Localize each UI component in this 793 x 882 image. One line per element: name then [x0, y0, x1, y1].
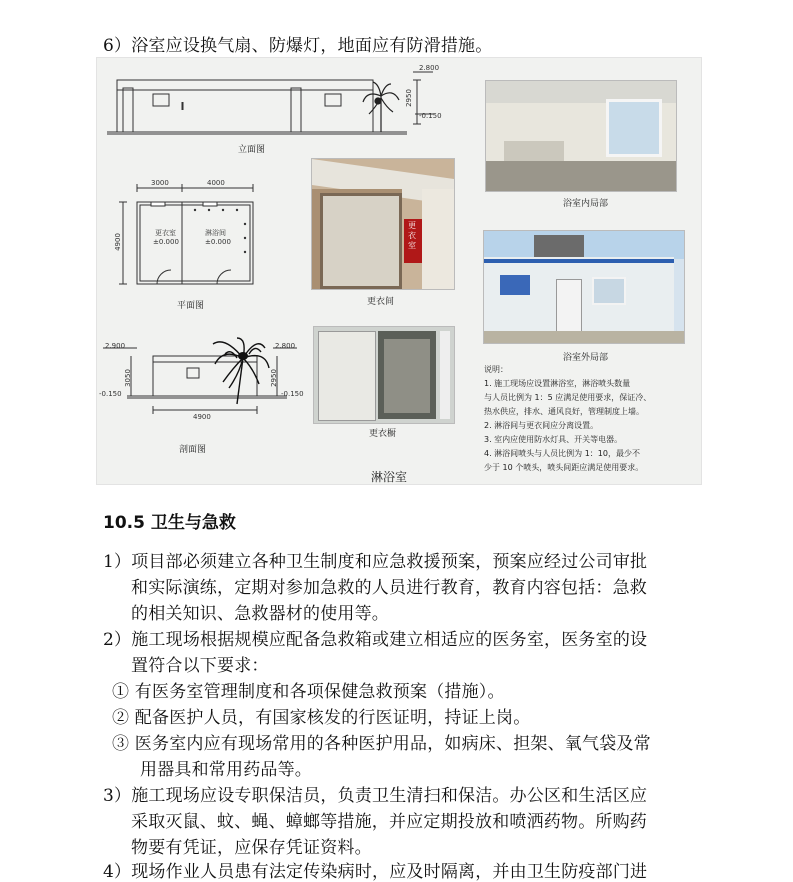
- paragraph-line: ① 有医务室管理制度和各项保健急救预案（措施）。: [112, 682, 505, 702]
- section-label: 剖面图: [179, 445, 207, 455]
- figure-notes: [484, 363, 690, 475]
- photo-inside-caption: 浴室内局部: [563, 199, 609, 209]
- note-line: 少于 10 个喷头，喷头间距应满足使用要求。: [484, 463, 644, 472]
- note-line: 1. 施工现场应设置淋浴室，淋浴喷头数量: [484, 379, 631, 388]
- paragraph-line: 的相关知识、急救器材的使用等。: [131, 604, 389, 624]
- dim-minus-0150-right: -0.150: [281, 390, 304, 398]
- note-line: 说明：: [484, 365, 508, 374]
- paragraph-line: 4）现场作业人员患有法定传染病时，应及时隔离，并由卫生防疫部门进: [103, 862, 648, 882]
- plan-label: 平面图: [177, 301, 205, 311]
- paragraph-line: 物要有凭证，应保存凭证资料。: [131, 838, 372, 858]
- room-shower: 淋浴间: [205, 229, 226, 237]
- room-changing-elev: ±0.000: [153, 238, 179, 246]
- note-line: 热水供应，排水、通风良好，管理制度上墙。: [484, 407, 644, 416]
- dim-2950-sect: 2950: [269, 369, 278, 387]
- note-line: 4. 淋浴间喷头与人员比例为 1：10，最少不: [484, 449, 640, 458]
- room-changing: 更衣室: [155, 229, 176, 237]
- paragraph-line: 用器具和常用药品等。: [140, 760, 312, 780]
- paragraph-line: 2）施工现场根据规模应配备急救箱或建立相适应的医务室，医务室的设: [103, 630, 648, 650]
- dim-2800-sect: 2.800: [275, 342, 296, 350]
- photo-locker-caption: 更衣橱: [369, 429, 397, 439]
- elevation-label: 立面图: [238, 145, 266, 155]
- dim-2950-elev: 2950: [404, 89, 413, 107]
- figure-title: 淋浴室: [371, 470, 408, 484]
- photo-shower-outside: [483, 230, 685, 344]
- dim-4000: 4000: [207, 179, 225, 187]
- dim-2900: 2.900: [105, 342, 126, 350]
- dim-4900-plan: 4900: [113, 233, 122, 251]
- changing-sign: 更衣室: [408, 221, 416, 250]
- note-line: 2. 淋浴间与更衣间应分离设置。: [484, 421, 599, 430]
- paragraph-line: ③ 医务室内应有现场常用的各种医护用品，如病床、担架、氧气袋及常: [112, 734, 651, 754]
- paragraph-line: 置符合以下要求：: [131, 656, 269, 676]
- room-shower-elev: ±0.000: [205, 238, 231, 246]
- photo-changing-caption: 更衣间: [367, 297, 395, 307]
- section-heading: 10.5 卫生与急救: [103, 513, 236, 533]
- paragraph-line: ② 配备医护人员，有国家核发的行医证明，持证上岗。: [112, 708, 531, 728]
- list-item-6: 6）浴室应设换气扇、防爆灯，地面应有防滑措施。: [103, 36, 493, 56]
- photo-locker: [313, 326, 455, 424]
- note-line: 与人员比例为 1：5 应满足使用要求，保证冷、: [484, 393, 652, 402]
- paragraph-line: 和实际演练，定期对参加急救的人员进行教育，教育内容包括：急救: [131, 578, 647, 598]
- dim-3000: 3000: [151, 179, 169, 187]
- photo-changing-room: [311, 158, 455, 290]
- dim-4900-sect: 4900: [193, 413, 211, 421]
- dim-2800-elev: 2.800: [419, 64, 440, 72]
- dim-minus-0150-elev: -0.150: [419, 112, 442, 120]
- dim-3050: 3050: [123, 369, 132, 387]
- paragraph-line: 1）项目部必须建立各种卫生制度和应急救援预案，预案应经过公司审批: [103, 552, 648, 572]
- photo-shower-inside: [485, 80, 677, 192]
- paragraph-line: 3）施工现场应设专职保洁员，负责卫生清扫和保洁。办公区和生活区应: [103, 786, 648, 806]
- dim-minus-0150-left: -0.150: [99, 390, 122, 398]
- photo-outside-caption: 浴室外局部: [563, 353, 609, 363]
- paragraph-line: 采取灭鼠、蚊、蝇、蟑螂等措施，并应定期投放和喷洒药物。所购药: [131, 812, 647, 832]
- note-line: 3. 室内应使用防水灯具、开关等电器。: [484, 435, 623, 444]
